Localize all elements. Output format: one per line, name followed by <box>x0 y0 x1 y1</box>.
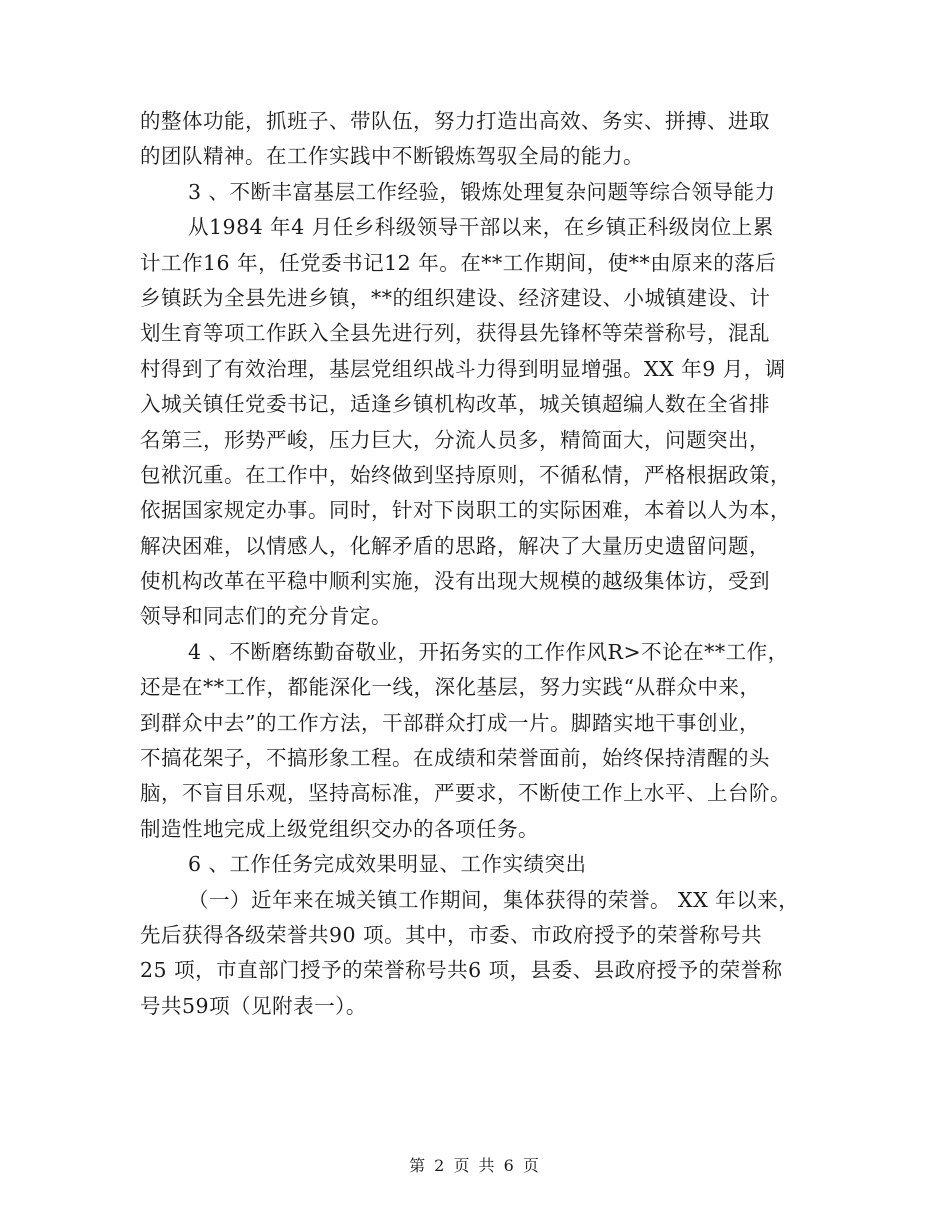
text-line: 25 项，市直部门授予的荣誉称号共6 项，县委、县政府授予的荣誉称 <box>140 958 783 983</box>
text-line: 的团队精神。在工作实践中不断锻炼驾驭全局的能力。 <box>140 144 644 169</box>
text-line: 领导和同志们的充分肯定。 <box>140 604 392 629</box>
text-line: 解决困难，以情感人，化解矛盾的思路，解决了大量历史遗留问题， <box>140 533 770 558</box>
text-line: 入城关镇任党委书记，适逢乡镇机构改革，城关镇超编人数在全省排 <box>140 392 770 417</box>
text-line: 计工作16 年，任党委书记12 年。在**工作期间，使**由原来的落后 <box>140 250 777 275</box>
text-line: 到群众中去”的工作方法，干部群众打成一片。脚踏实地干事创业， <box>140 710 760 735</box>
section-heading: 3 、不断丰富基层工作经验，锻炼处理复杂问题等综合领导能力 <box>188 179 776 204</box>
text-line: 制造性地完成上级党组织交办的各项任务。 <box>140 816 539 841</box>
text-line: 还是在**工作，都能深化一线，深化基层，努力实践“从群众中来， <box>140 675 761 700</box>
text-line: （一）近年来在城关镇工作期间，集体获得的荣誉。 XX 年以来， <box>188 887 800 912</box>
document-body <box>140 104 820 1024</box>
text-line: 包袱沉重。在工作中，始终做到坚持原则，不循私情，严格根据政策， <box>140 462 791 487</box>
text-line: 的整体功能，抓班子、带队伍，努力打造出高效、务实、拼搏、进取 <box>140 109 770 133</box>
text-line: 从1984 年4 月任乡科级领导干部以来，在乡镇正科级岗位上累 <box>188 215 774 240</box>
text-line: 不搞花架子，不搞形象工程。在成绩和荣誉面前，始终保持清醒的头 <box>140 746 770 771</box>
page-footer: 第 2 页 共 6 页 <box>409 1156 541 1175</box>
text-line: 使机构改革在平稳中顺利实施，没有出现大规模的越级集体访，受到 <box>140 569 770 594</box>
text-line: 号共59项（见附表一）。 <box>140 993 367 1018</box>
section-heading: 4 、不断磨练勤奋敬业，开拓务实的工作作风R>不论在**工作， <box>188 639 789 664</box>
text-line: 脑，不盲目乐观，坚持高标准，严要求，不断使工作上水平、上台阶。 <box>140 781 791 806</box>
text-line: 依据国家规定办事。同时，针对下岗职工的实际困难，本着以人为本， <box>140 498 791 523</box>
text-line: 先后获得各级荣誉共90 项。其中，市委、市政府授予的荣誉称号共 <box>140 922 763 947</box>
text-line: 名第三，形势严峻，压力巨大，分流人员多，精简面大，问题突出， <box>140 427 770 452</box>
text-line: 划生育等项工作跃入全县先进行列，获得县先锋杯等荣誉称号，混乱 <box>140 321 770 346</box>
section-heading: 6 、工作任务完成效果明显、工作实绩突出 <box>188 852 587 877</box>
text-line: 乡镇跃为全县先进乡镇，**的组织建设、经济建设、小城镇建设、计 <box>140 285 771 310</box>
text-line: 村得到了有效治理，基层党组织战斗力得到明显增强。XX 年9 月，调 <box>140 356 786 381</box>
